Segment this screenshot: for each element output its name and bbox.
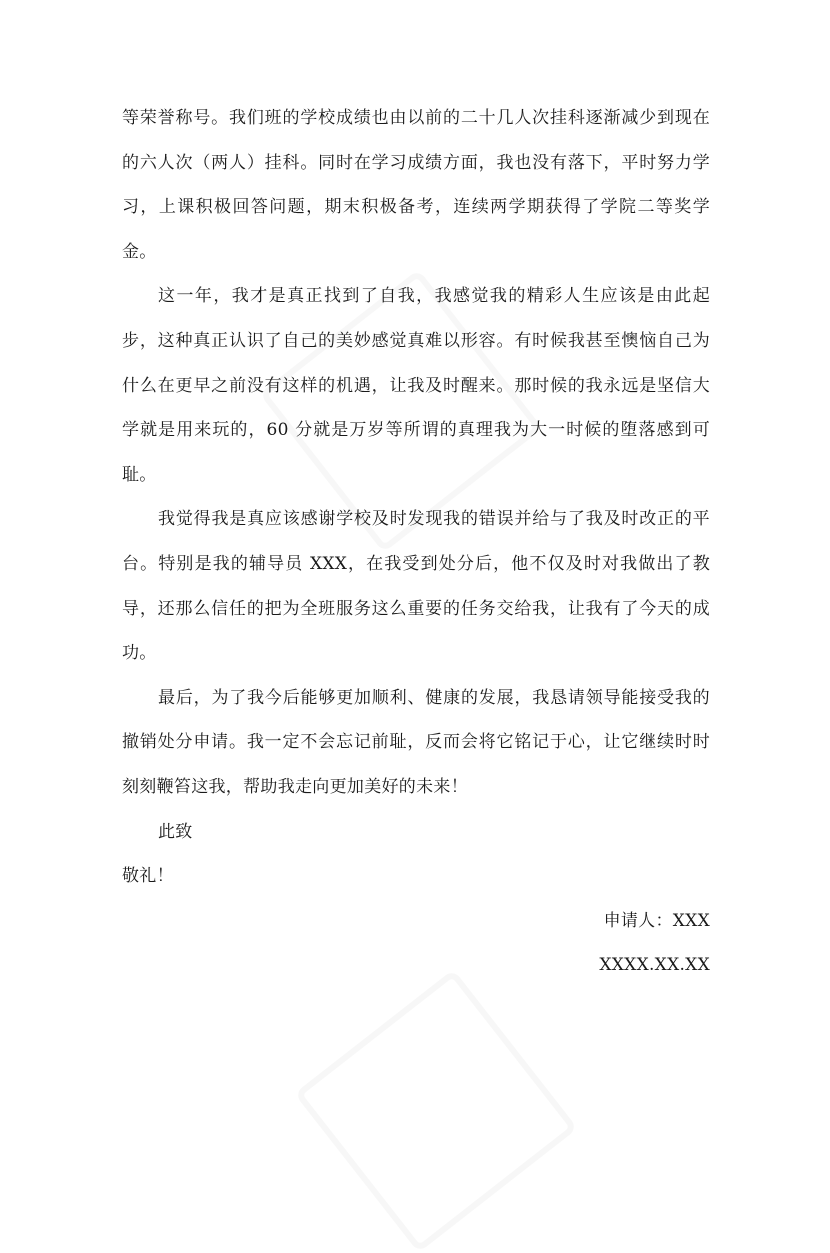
- paragraph-2: 这一年，我才是真正找到了自我，我感觉我的精彩人生应该是由此起步，这种真正认识了自己的美妙感觉真难以形容。有时候我甚至懊恼自己为什么在更早之前没有这样的机遇，让我及时醒来。那时候的我永远是坚信大学就是用来玩的，60 分就是万岁等所谓的真理我为大一时候的堕落感到可耻。: [122, 286, 710, 485]
- salute-line: 敬礼！: [122, 866, 174, 887]
- paragraph-1: 等荣誉称号。我们班的学校成绩也由以前的二十几人次挂科逐渐减少到现在的六人次（两人）挂科。同时在学习成绩方面，我也没有落下，平时努力学习，上课积极回答问题，期末积极备考，连续两学期获得了学院二等奖学金。: [122, 108, 710, 262]
- paragraph-3: 我觉得我是真应该感谢学校及时发现我的错误并给与了我及时改正的平台。特别是我的辅导员 XXX，在我受到处分后，他不仅及时对我做出了教导，还那么信任的把为全班服务这么重要的任务交给我，让我有了今天的成功。: [122, 509, 710, 664]
- closing-line: 此致: [158, 821, 193, 842]
- letter-body: [122, 96, 710, 988]
- signature-line: 申请人：XXX: [603, 910, 710, 931]
- date-line: XXXX.XX.XX: [599, 955, 710, 976]
- watermark-frame: [294, 969, 578, 1253]
- paragraph-4: 最后，为了我今后能够更加顺利、健康的发展，我恳请领导能接受我的撤销处分申请。我一定不会忘记前耻，反而会将它铭记于心，让它继续时时刻刻鞭笞这我，帮助我走向更加美好的未来！: [122, 687, 710, 797]
